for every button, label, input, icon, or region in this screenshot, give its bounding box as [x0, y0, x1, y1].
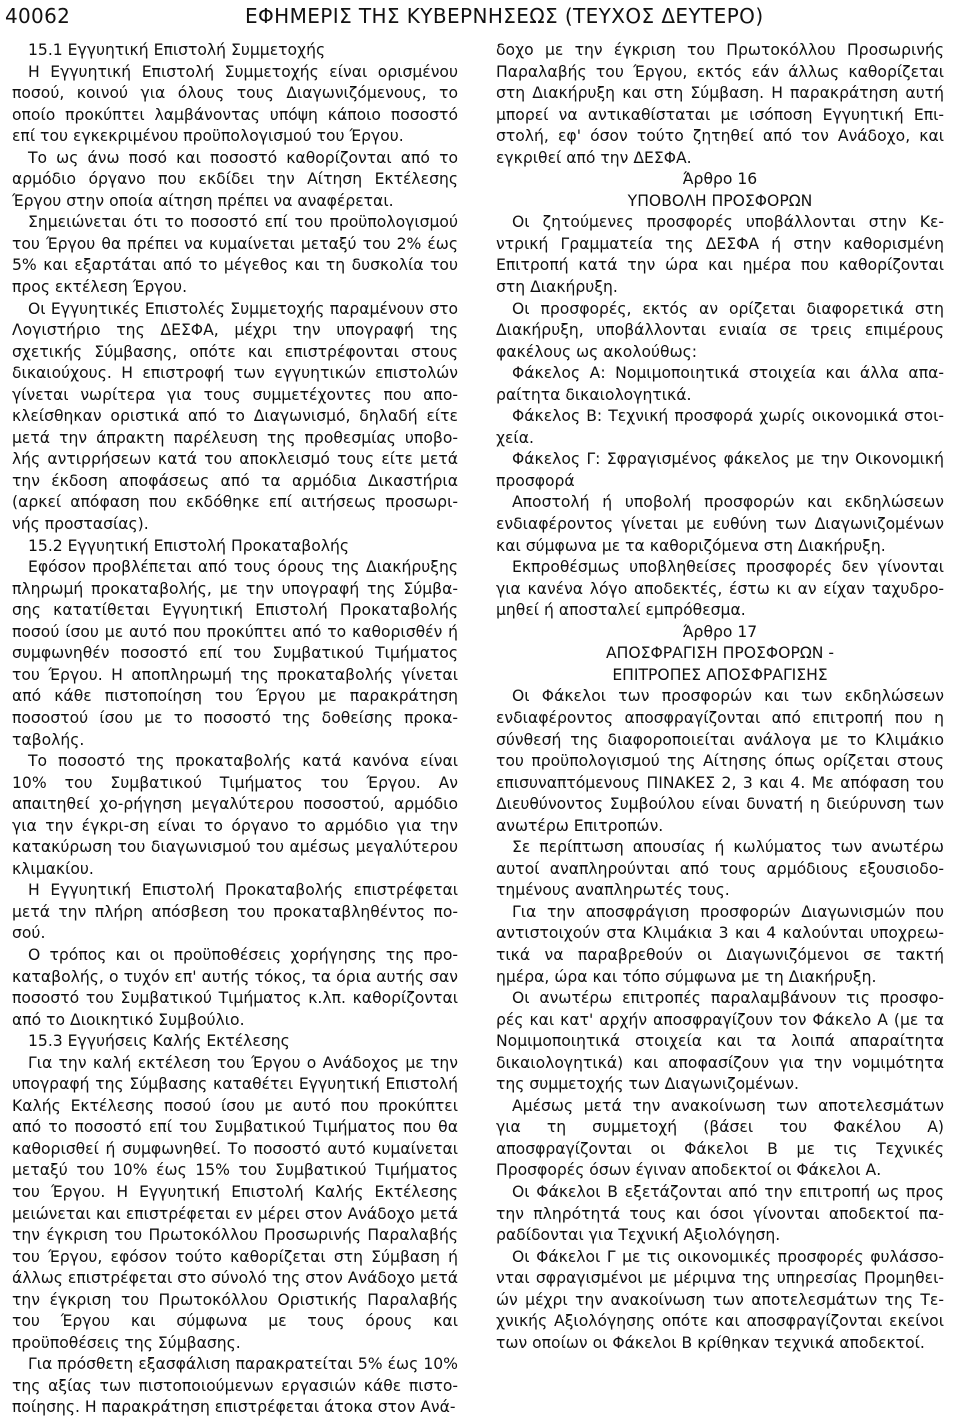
right-column	[496, 40, 944, 1354]
paragraph: 15.3 Εγγυήσεις Καλής Εκτέλεσης	[28, 1032, 290, 1051]
left-column	[12, 40, 458, 1419]
paragraph: Οι Φάκελοι Β εξετάζονται από την επιτροπή ως προς την πληρότητά τους και όσοι γίνονται αποδεκτοί πα-ραδίδονται για Τεχνική Αξιολόγηση.	[496, 1182, 944, 1245]
paragraph: Ο τρόπος και οι προϋποθέσεις χορήγησης της προ-καταβολής, ο τυχόν επ' αυτής τόκος, τα όρια αυτής σαν ποσοστό του Συμβατικού Τιμήματος κ.λπ. καθορίζονται από το Διοικητικό Συμβούλιο.	[12, 945, 458, 1029]
section-heading: Άρθρο 17	[682, 622, 758, 641]
paragraph: Η Εγγυητική Επιστολή Προκαταβολής επιστρέφεται μετά την πλήρη απόσβεση του προκαταβληθέντος πο-σού.	[12, 881, 458, 943]
paragraph: Οι προσφορές, εκτός αν ορίζεται διαφορετικά στη Διακήρυξη, υποβάλλονται ενιαία σε τρεις επιμέρους φακέλους ως ακολούθως:	[496, 299, 944, 361]
paragraph: Οι Φάκελοι Γ με τις οικονομικές προσφορές φυλάσσο-νται σφραγισμένοι με μέριμνα της υπηρεσίας Προμηθει-ών μέχρι την ανακοίνωση των αποτελεσμάτων της Τε-χνικής Αξιολόγησης οπότε και αποσφραγίζονται εκείνοι των οποίων οι Φάκελοι Β κρίθηκαν τεχνικά αποδεκτοί.	[496, 1247, 944, 1352]
paragraph: Η Εγγυητική Επιστολή Συμμετοχής είναι ορισμένου ποσού, κοινού για όλους τους Διαγωνιζόμενους, το οποίο προκύπτει λαμβάνοντας υπόψη κάποιο ποσοστό επί του εγκεκριμένου προϋπολογισμού του Έργου.	[12, 62, 458, 146]
journal-title: ΕΦΗΜΕΡΙΣ ΤΗΣ ΚΥΒΕΡΝΗΣΕΩΣ (ΤΕΥΧΟΣ ΔΕΥΤΕΡΟ)	[245, 4, 764, 28]
paragraph: Φάκελος Α: Νομιμοποιητικά στοιχεία και άλλα απα-ραίτητα δικαιολογητικά.	[496, 364, 944, 404]
paragraph: Οι ανωτέρω επιτροπές παραλαμβάνουν τις προσφο-ρές και κατ' αρχήν αποσφραγίζουν τον Φάκελο Α (με τα Νομιμοποιητικά στοιχεία και τα λοιπά απαραίτητα δικαιολογητικά) και αποφασίζουν για την νομιμότητα της συμμετοχής των Διαγωνιζομένων.	[496, 989, 944, 1094]
section-heading: ΕΠΙΤΡΟΠΕΣ ΑΠΟΣΦΡΑΓΙΣΗΣ	[612, 665, 828, 684]
paragraph: Για την καλή εκτέλεση του Έργου ο Ανάδοχος με την υπογραφή της Σύμβασης καταθέτει Εγγυητική Επιστολή Καλής Εκτέλεσης ποσού ίσου με αυτό που προκύπτει από το ποσοστό επί του Συμβατικού Τιμήματος που θα καθορισθεί ή συμφωνηθεί. Το ποσοστό αυτό κυμαίνεται μεταξύ του 10% έως 15% του Συμβατικού Τιμήματος του Έργου. Η Εγγυητική Επιστολή Καλής Εκτέλεσης μειώνεται και επιστρέφεται εν μέρει στον Ανάδοχο μετά την έγκριση του Πρωτοκόλλου Προσωρινής Παραλαβής του Έργου, εφόσον τούτο καθορίζεται στη Σύμβαση ή άλλως επιστρέφεται στο σύνολό της στον Ανάδοχο μετά την έγκριση του Πρωτοκόλλου Οριστικής Παραλαβής του Έργου και σύμφωνα με τους όρους και προϋποθέσεις της Σύμβασης.	[12, 1053, 458, 1352]
paragraph: Το ποσοστό της προκαταβολής κατά κανόνα είναι 10% του Συμβατικού Τιμήματος του Έργου. Αν απαιτηθεί χο-ρήγηση μεγαλύτερου ποσοστού, αρμόδιο για την έγκρι-ση είναι το όργανο το αρμόδιο για την κατακύρωση του διαγωνισμού του αμέσως μεγαλύτερου κλιμακίου.	[12, 752, 458, 878]
paragraph: δοχο με την έγκριση του Πρωτοκόλλου Προσωρινής Παραλαβής του Έργου, εκτός εάν άλλως καθορίζεται στη Διακήρυξη και στη Σύμβαση. Η παρακράτηση αυτή μπορεί να αντικαθίσταται με ισόποση Εγγυητική Επι-στολή, εφ' όσον τούτο ζητηθεί από τον Ανάδοχο, και εγκριθεί από την ΔΕΣΦΑ.	[496, 41, 944, 167]
page-header	[0, 0, 960, 36]
paragraph: Αμέσως μετά την ανακοίνωση των αποτελεσμάτων για τη συμμετοχή (βάσει του Φακέλου Α) αποσφραγίζονται οι Φάκελοι Β με τις Τεχνικές Προσφορές όσων έγιναν αποδεκτοί οι Φάκελοι Α.	[496, 1096, 944, 1180]
paragraph: Εφόσον προβλέπεται από τους όρους της Διακήρυξης πληρωμή προκαταβολής, με την υπογραφή της Σύμβα-σης κατατίθεται Εγγυητική Επιστολή Προκαταβολής ποσού ίσου με αυτό που προκύπτει από το καθορισθέν ή συμφωνηθέν ποσοστό επί του Συμβατικού Τιμήματος του Έργου. Η αποπληρωμή της προκαταβολής γίνεται από κάθε πιστοποίηση του Έργου με παρακράτηση ποσοστού ίσου με το ποσοστό της δοθείσης προκα-ταβολής.	[12, 558, 458, 749]
paragraph: 15.2 Εγγυητική Επιστολή Προκαταβολής	[28, 536, 350, 555]
paragraph: Φάκελος Γ: Σφραγισμένος φάκελος με την Οικονομική προσφορά	[496, 450, 944, 490]
section-heading: ΑΠΟΣΦΡΑΓΙΣΗ ΠΡΟΣΦΟΡΩΝ -	[605, 644, 835, 663]
paragraph: Αποστολή ή υποβολή προσφορών και εκδηλώσεων ενδιαφέροντος γίνεται με ευθύνη των Διαγωνιζομένων και σύμφωνα με τα καθοριζόμενα στη Διακήρυξη.	[496, 493, 944, 555]
paragraph: Για την αποσφράγιση προσφορών Διαγωνισμών που αντιστοιχούν στα Κλιμάκια 3 και 4 καλούνται υποχρεω-τικά να παραβρεθούν οι Διαγωνιζόμενοι σε τακτή ημέρα, ώρα και τόπο σύμφωνα με τη Διακήρυξη.	[496, 902, 944, 986]
paragraph: Οι Εγγυητικές Επιστολές Συμμετοχής παραμένουν στο Λογιστήριο της ΔΕΣΦΑ, μέχρι την υπογραφή της σχετικής Σύμβασης, οπότε και επιστρέφονται στους δικαιούχους. Η επιστροφή των εγγυητικών επιστολών γίνεται νωρίτερα για τους συμμετέχοντες που απο-κλείσθηκαν οριστικά από το Διαγωνισμό, δηλαδή είτε μετά την άπρακτη παρέλευση της προθεσμίας υποβο-λής αντιρρήσεων κατά του αποκλεισμό τους είτε μετά την έκδοση αποφάσεως από τα αρμόδια Δικαστήρια (αρκεί απόφαση που εκδόθηκε επί αιτήσεως προσωρι-νής προστασίας).	[12, 299, 458, 534]
section-heading: Άρθρο 16	[682, 170, 758, 189]
paragraph: Οι Φάκελοι των προσφορών και των εκδηλώσεων ενδιαφέροντος αποσφραγίζονται από επιτροπή που η σύνθεσή της διαφοροποιείται ανάλογα με το Κλιμάκιο του προϋπολογισμού της Αίτησης όπως ορίζεται στους επισυναπτόμενους ΠΙΝΑΚΕΣ 2, 3 και 4. Με απόφαση του Διευθύνοντος Συμβούλου είναι δυνατή η διεύρυνση των ανωτέρω Επιτροπών.	[496, 687, 944, 835]
paragraph: Το ως άνω ποσό και ποσοστό καθορίζονται από το αρμόδιο όργανο που εκδίδει την Αίτηση Εκτέλεσης Έργου στην οποία αίτηση πρέπει να αναφέρεται.	[12, 148, 458, 210]
paragraph: Οι ζητούμενες προσφορές υποβάλλονται στην Κε-ντρική Γραμματεία της ΔΕΣΦΑ ή στην καθορισμένη Επιτροπή κατά την ώρα και ημέρα που καθορίζονται στη Διακήρυξη.	[496, 213, 944, 297]
page-number: 40062	[5, 4, 71, 28]
paragraph: Σημειώνεται ότι το ποσοστό επί του προϋπολογισμού του Έργου θα πρέπει να κυμαίνεται μεταξύ του 2% έως 5% και εξαρτάται από το μέγεθος και τη δυσκολία του προς εκτέλεση Έργου.	[12, 213, 458, 297]
paragraph: Για πρόσθετη εξασφάλιση παρακρατείται 5% έως 10% της αξίας των πιστοποιούμενων εργασιών κάθε πιστο-ποίησης. Η παρακράτηση επιστρέφεται άτοκα στον Ανά-	[12, 1355, 458, 1417]
paragraph: Εκπροθέσμως υποβληθείσες προσφορές δεν γίνονται για κανένα λόγο αποδεκτές, έστω κι αν είχαν ταχυδρο-μηθεί ή αποσταλεί εμπρόθεσμα.	[496, 558, 944, 620]
paragraph: Σε περίπτωση απουσίας ή κωλύματος των ανωτέρω αυτοί αναπληρούνται από τους αρμόδιους εξουσιοδο-τημένους αναπληρωτές τους.	[496, 838, 944, 900]
paragraph: Φάκελος Β: Τεχνική προσφορά χωρίς οικονομικά στοι-χεία.	[496, 407, 944, 447]
paragraph: 15.1 Εγγυητική Επιστολή Συμμετοχής	[28, 41, 326, 59]
section-heading: ΥΠΟΒΟΛΗ ΠΡΟΣΦΟΡΩΝ	[627, 191, 813, 210]
